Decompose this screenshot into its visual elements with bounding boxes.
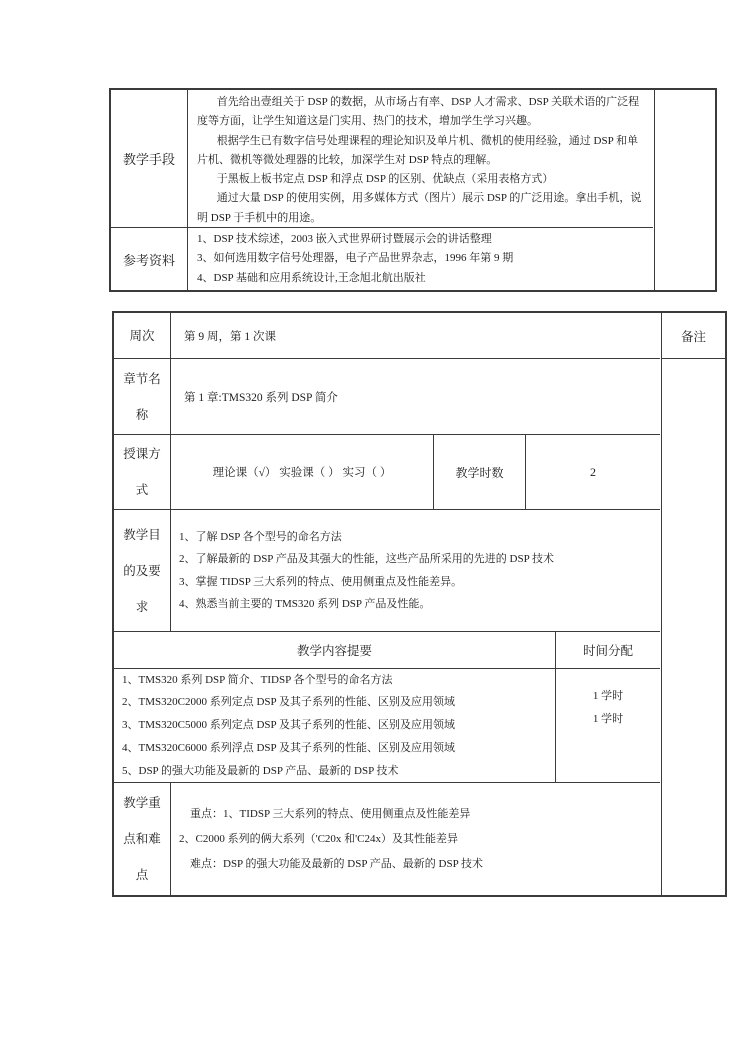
text-line: 难点：DSP 的强大功能及最新的 DSP 产品、最新的 DSP 技术 bbox=[190, 857, 484, 870]
references-content bbox=[188, 228, 653, 290]
week-value-cell: 第 9 周，第 1 次课 bbox=[184, 330, 276, 343]
references-label bbox=[111, 228, 188, 290]
remarks-body-cell bbox=[662, 359, 725, 895]
text-line: 1、DSP 技术综述，2003 嵌入式世界研讨暨展示会的讲话整理 bbox=[197, 233, 492, 246]
label-text: 授课方式 bbox=[123, 447, 161, 497]
lesson-plan-table bbox=[112, 311, 727, 897]
table-row bbox=[114, 313, 660, 359]
objectives-label-cell bbox=[114, 510, 171, 631]
paragraph: 根据学生已有数字信号处理课程的理论知识及单片机、微机的使用经验，通过 DSP 和单片机、微机等微处理器的比较，加深学生对 DSP 特点的理解。 bbox=[197, 134, 639, 166]
text-line: 5、DSP 的强大功能及最新的 DSP 产品、最新的 DSP 技术 bbox=[122, 764, 399, 777]
table-row bbox=[114, 510, 660, 632]
teaching-methods-content bbox=[188, 90, 653, 227]
table-row bbox=[114, 632, 660, 669]
text-line: 4、DSP 基础和应用系统设计,王念旭北航出版社 bbox=[197, 271, 426, 284]
text-line: 2、了解最新的 DSP 产品及其强大的性能，这些产品所采用的先进的 DSP 技术 bbox=[179, 553, 555, 566]
focus-label-cell bbox=[114, 783, 171, 895]
content-summary-cell bbox=[114, 669, 556, 782]
text-line: 4、熟悉当前主要的 TMS320 系列 DSP 产品及性能。 bbox=[179, 597, 431, 610]
chapter-value-cell: 第 1 章:TMS320 系列 DSP 简介 bbox=[184, 391, 338, 404]
remarks-header-cell: 备注 bbox=[662, 313, 725, 359]
text-line: 1、了解 DSP 各个型号的命名方法 bbox=[179, 530, 342, 543]
table-row bbox=[114, 359, 660, 435]
text-line: 3、TMS320C5000 系列定点 DSP 及其子系列的性能、区别及应用领域 bbox=[122, 719, 455, 732]
week-label-cell bbox=[114, 313, 171, 358]
time-allocation-cell bbox=[556, 669, 660, 782]
paragraph: 首先给出壹组关于 DSP 的数据，从市场占有率、DSP 人才需求、DSP 关联术语的广泛程度等方面，让学生知道这是门实用、热门的技术，增加学生学习兴趣。 bbox=[197, 96, 640, 128]
course-type-value-cell: 理论课（√） 实验课（ ） 实习（ ） bbox=[171, 435, 434, 509]
text-line: 重点：1、TIDSP 三大系列的特点、使用侧重点及性能差异 bbox=[190, 807, 471, 820]
table-row bbox=[111, 90, 653, 228]
text-line: 2、TMS320C2000 系列定点 DSP 及其子系列的性能、区别及应用领域 bbox=[122, 696, 455, 709]
empty-side-column bbox=[654, 90, 715, 290]
hours-label-cell: 教学时数 bbox=[434, 435, 526, 509]
text-line: 2、C2000 系列的俩大系列（'C20x 和'C24x）及其性能差异 bbox=[179, 832, 458, 845]
label-text: 参考资料 bbox=[122, 252, 175, 268]
label-text: 教学目的及要求 bbox=[123, 527, 161, 614]
course-type-label-cell bbox=[114, 435, 171, 509]
teaching-methods-label bbox=[111, 90, 188, 227]
table-row bbox=[114, 783, 660, 895]
text-line: 3、如何选用数字信号处理器，电子产品世界杂志，1996 年第 9 期 bbox=[197, 252, 514, 265]
label-text: 周次 bbox=[129, 328, 155, 343]
paragraph: 于黑板上板书定点 DSP 和浮点 DSP 的区别、优缺点（采用表格方式） bbox=[216, 173, 554, 186]
text-line: 4、TMS320C6000 系列浮点 DSP 及其子系列的性能、区别及应用领域 bbox=[122, 741, 455, 754]
time-allocation-header-cell: 时间分配 bbox=[582, 644, 633, 658]
table-row bbox=[111, 228, 653, 290]
text-line: 1、TMS320 系列 DSP 简介、TIDSP 各个型号的命名方法 bbox=[122, 673, 393, 686]
text-line: 3、掌握 TIDSP 三大系列的特点、使用侧重点及性能差异。 bbox=[179, 575, 463, 588]
text-line: 1 学时 bbox=[592, 690, 624, 702]
paragraph: 通过大量 DSP 的使用实例，用多媒体方式（图片）展示 DSP 的广泛用途。拿出手机，说明 DSP 于手机中的用途。 bbox=[197, 192, 642, 224]
text-line: 1 学时 bbox=[592, 713, 624, 725]
label-text: 教学手段 bbox=[122, 152, 175, 167]
hours-value-cell: 2 bbox=[590, 464, 596, 479]
table-row bbox=[114, 669, 660, 783]
objectives-content-cell bbox=[171, 510, 660, 631]
content-summary-header-cell: 教学内容提要 bbox=[114, 632, 556, 668]
label-text: 教学重点和难点 bbox=[123, 796, 161, 882]
focus-content-cell bbox=[171, 783, 660, 895]
label-text: 章节名称 bbox=[123, 371, 161, 422]
teaching-methods-table bbox=[109, 88, 717, 292]
remarks-column bbox=[661, 313, 725, 895]
chapter-label-cell bbox=[114, 359, 171, 434]
table-row bbox=[114, 435, 660, 510]
